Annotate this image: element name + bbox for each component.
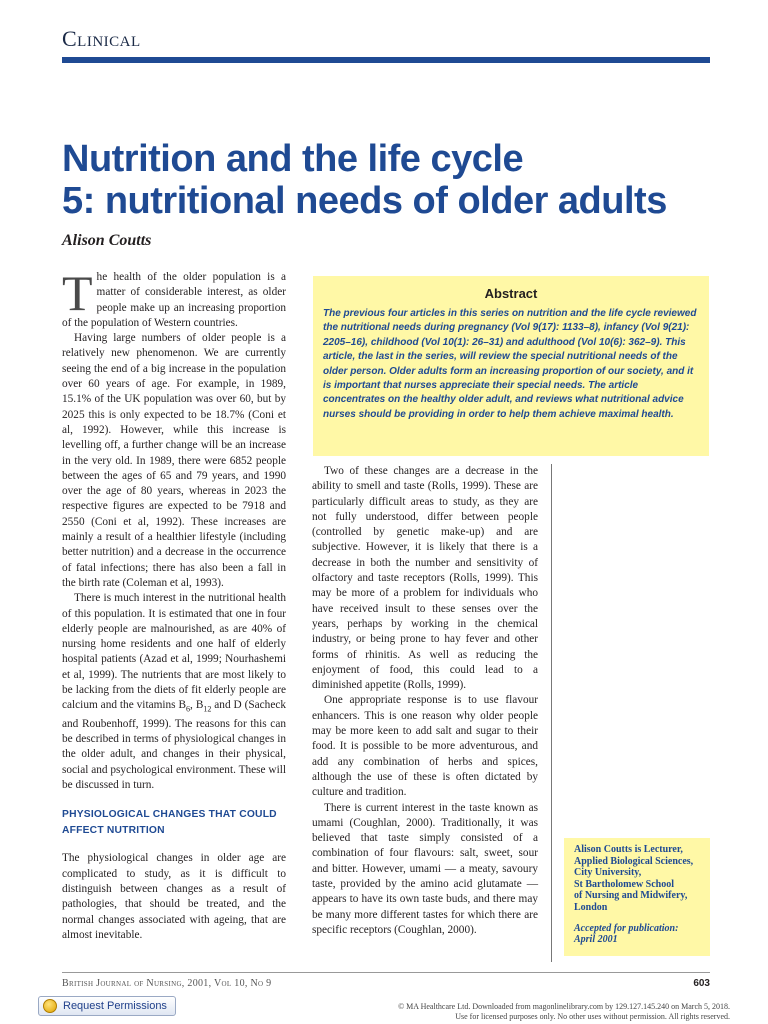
column-divider	[551, 464, 552, 962]
footer-rule	[62, 972, 710, 973]
section-label: Clinical	[62, 26, 141, 51]
permissions-icon	[43, 999, 57, 1013]
section-rule	[62, 57, 710, 63]
body-paragraph: Two of these changes are a decrease in the ability to smell and taste (Rolls, 1999). These are particularly difficult areas to study, as they are not fully understood, differ between people (controlled by genetic make-up) and are subjective. However, it is likely that there is a decrease in both the number and sensitivity of olfactory and taste receptors (Rolls, 1999). This may be more of a problem for individuals who have received insult to these senses over the years, perhaps by working in the chemical industry, or being prone to hay fever and other forms of rhinitis. As well as reducing the enjoyment of food, this could lead to a diminished appetite (Rolls, 1999).	[312, 465, 538, 692]
vitamin-subscript: 6	[186, 704, 191, 714]
section-subheading: PHYSIOLOGICAL CHANGES THAT COULD AFFECT NUTRITION	[62, 809, 277, 837]
page-number: 603	[693, 978, 710, 989]
intro-text: he health of the older population is a matter of considerable interest, as older people make up an increasing proportion of the population of Western countries.	[62, 271, 286, 329]
accepted-value: April 2001	[574, 934, 618, 946]
journal-citation: British Journal of Nursing, 2001, Vol 10, No 9	[62, 978, 272, 989]
accepted-label: Accepted for publication:	[574, 922, 679, 934]
title-line-2: 5: nutritional needs of older adults	[62, 180, 667, 222]
drop-cap: T	[62, 265, 93, 321]
bio-line: London	[574, 901, 608, 913]
left-column	[62, 265, 287, 943]
body-paragraph: There is much interest in the nutritional health of this population. It is estimated that one in four elderly people are malnourished, as are 40% of nursing home residents and one half of elderly hospital patients (Azad et al, 1999; Nourhashemi et al, 1999). The nutrients that are most likely to be lacking from the diets of fit elderly people are calcium and the vitamins $B_6$, $B_{12}$ and D (Sacheck and Roubenhoff, 1999). The reasons for this can be described in terms of physiological changes in the older adult, and changes in their physical, social and psychological environment. These will be discussed in turn.	[62, 592, 287, 792]
bio-line: of Nursing and Midwifery,	[574, 890, 688, 902]
copyright-line-1: © MA Healthcare Ltd. Downloaded from magonlinelibrary.com by 129.127.145.240 on March 5, 2018.	[398, 1002, 730, 1011]
body-paragraph: Having large numbers of older people is a relatively new phenomenon. We are currently seeing the end of a big increase in the population over 60 years of age. For example, in 1989, 15.1% of the UK population was over 60, but by 2025 this is only expected to be 18.7% (Coni et al, 1992). However, while this increase is levelling off, a further change will be an increase in the very old. In 1989, there were 6852 people between the ages of 65 and 79 years, and 1990 over the age of 80 years, whereas in 2023 the respective figures are expected to be 7918 and 2550 (Coni et al, 1992). These increases are mainly a result of a healthier lifestyle (including better nutrition) and a decrease in the occurrence of fatal infections; there has also been a fall in the birth rate (Coleman et al, 1993).	[62, 332, 286, 589]
body-paragraph: One appropriate response is to use flavour enhancers. This is one reason why older people may be more keen to add salt and sugar to their food. It is possible to be more adventurous, and add any combination of herbs and spices, although the use of these is often dictated by culture and tradition.	[312, 694, 538, 799]
bio-lines	[574, 844, 702, 914]
body-paragraph: The physiological changes in older age are complicated to study, as it is difficult to distinguish between changes as a result of pathologies, that should be treated, and the normal changes associated with ageing, that are almost inevitable.	[62, 852, 286, 941]
middle-column	[312, 464, 538, 938]
vitamin-subscript: 12	[203, 704, 212, 714]
title-line-1: Nutrition and the life cycle	[62, 138, 524, 180]
intro-paragraph	[62, 265, 286, 331]
body-paragraph: There is current interest in the taste known as umami (Coughlan, 2000). Traditionally, it was believed that taste simply consisted of a combination of four flavours: salt, sweet, sour and bitter. However, umami — a meaty, savoury taste, provided by the amino acid glutamate — appears to have its own taste buds, and there may be many more different tastes for which there are specific receptors (Coughlan, 2000).	[312, 801, 538, 936]
abstract-text: The previous four articles in this series on nutrition and the life cycle reviewed the nutritional needs during pregnancy (Vol 9(17): 1133–8), infancy (Vol 9(21): 2205–16), childhood (Vol 10(1): 26–31) and adulthood (Vol 10(6): 362–9). This article, the last in the series, will review the special nutritional needs of the older person. Older adults form an increasing proportion of our society, and it is important that nurses appreciate their special needs. The article concentrates on the healthy older adult, and reviews what nutritional advice nurses should be providing in order to help them achieve maximal health.	[323, 308, 697, 420]
article-title	[62, 138, 722, 222]
request-permissions-label: Request Permissions	[63, 1000, 167, 1012]
author-name: Alison Coutts	[62, 232, 152, 249]
bio-line: Applied Biological Sciences,	[574, 855, 694, 867]
accepted-date	[574, 923, 702, 946]
bio-line: City University,	[574, 867, 642, 879]
abstract-box	[313, 276, 709, 456]
bio-line: Alison Coutts is Lecturer,	[574, 844, 683, 855]
bio-line: St Bartholomew School	[574, 878, 674, 890]
copyright-notice	[270, 1002, 730, 1021]
copyright-line-2: Use for licensed purposes only. No other uses without permission. All rights reserved.	[455, 1011, 730, 1021]
abstract-heading: Abstract	[484, 286, 538, 301]
author-bio-box	[564, 838, 710, 956]
request-permissions-button[interactable]	[38, 996, 176, 1016]
